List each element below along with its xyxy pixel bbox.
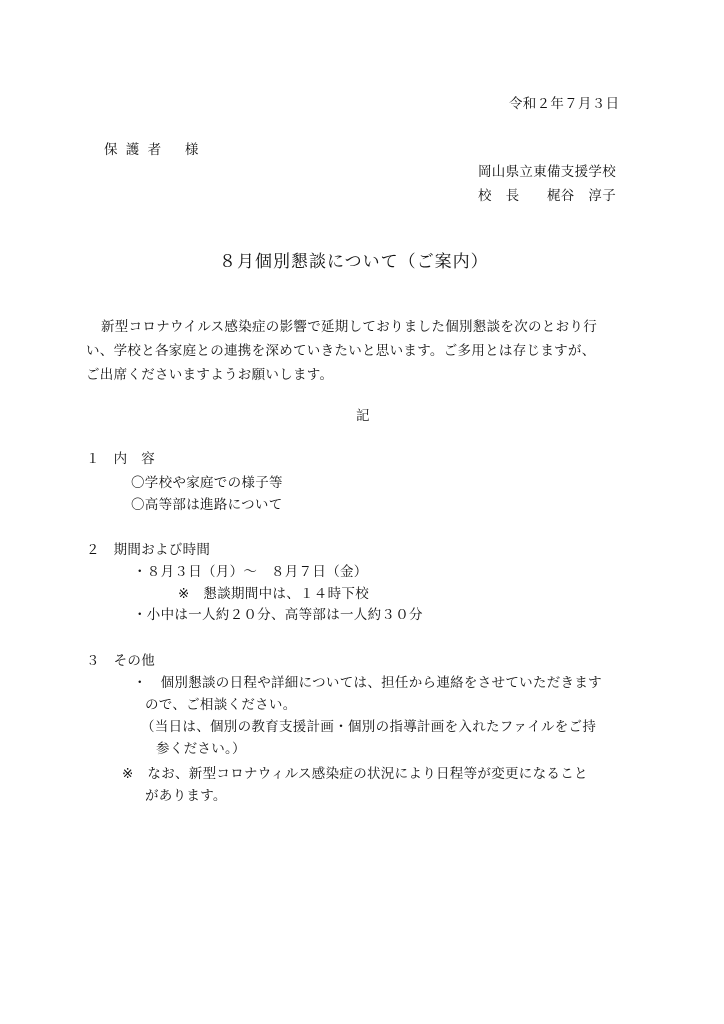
section-2-period: ・８月３日（月）～ ８月７日（金）	[133, 564, 368, 580]
section-1-heading: １ 内 容	[86, 451, 155, 467]
intro-line-1: 新型コロナウイルス感染症の影響で延期しておりました個別懇談を次のとおり行	[101, 319, 597, 335]
document-date: 令和２年７月３日	[509, 96, 620, 112]
section-3-item-1-line-2: ので、ご相談ください。	[145, 697, 297, 713]
section-3-paren-line-2: 参ください。）	[156, 741, 246, 757]
section-2-duration: ・小中は一人約２０分、高等部は一人約３０分	[133, 607, 423, 623]
section-3-heading: ３ その他	[86, 653, 155, 669]
section-1-item-2: 〇高等部は進路について	[131, 497, 283, 513]
section-3-note-line-1: ※ なお、新型コロナウィルス感染症の状況により日程等が変更になること	[122, 766, 588, 782]
ki-mark: 記	[356, 408, 370, 424]
sender-principal: 校 長 梶谷 淳子	[478, 188, 616, 204]
intro-line-2: い、学校と各家庭との連携を深めていきたいと思います。ご多用とは存じますが、	[86, 343, 596, 359]
section-3-item-1-line-1: ・ 個別懇談の日程や詳細については、担任から連絡をさせていただきます	[133, 675, 602, 691]
section-3-paren-line-1: （当日は、個別の教育支援計画・個別の指導計画を入れたファイルをご持	[141, 719, 597, 735]
intro-line-3: ご出席くださいますようお願いします。	[86, 367, 334, 383]
section-2-note: ※ 懇談期間中は、１４時下校	[178, 586, 370, 602]
document-title: ８月個別懇談について（ご案内）	[219, 252, 489, 272]
sender-school: 岡山県立東備支援学校	[478, 164, 616, 180]
section-1-item-1: 〇学校や家庭での様子等	[131, 475, 283, 491]
addressee: 保 護 者 様	[104, 142, 201, 158]
section-3-note-line-2: があります。	[145, 788, 227, 804]
section-2-heading: ２ 期間および時間	[86, 542, 211, 558]
